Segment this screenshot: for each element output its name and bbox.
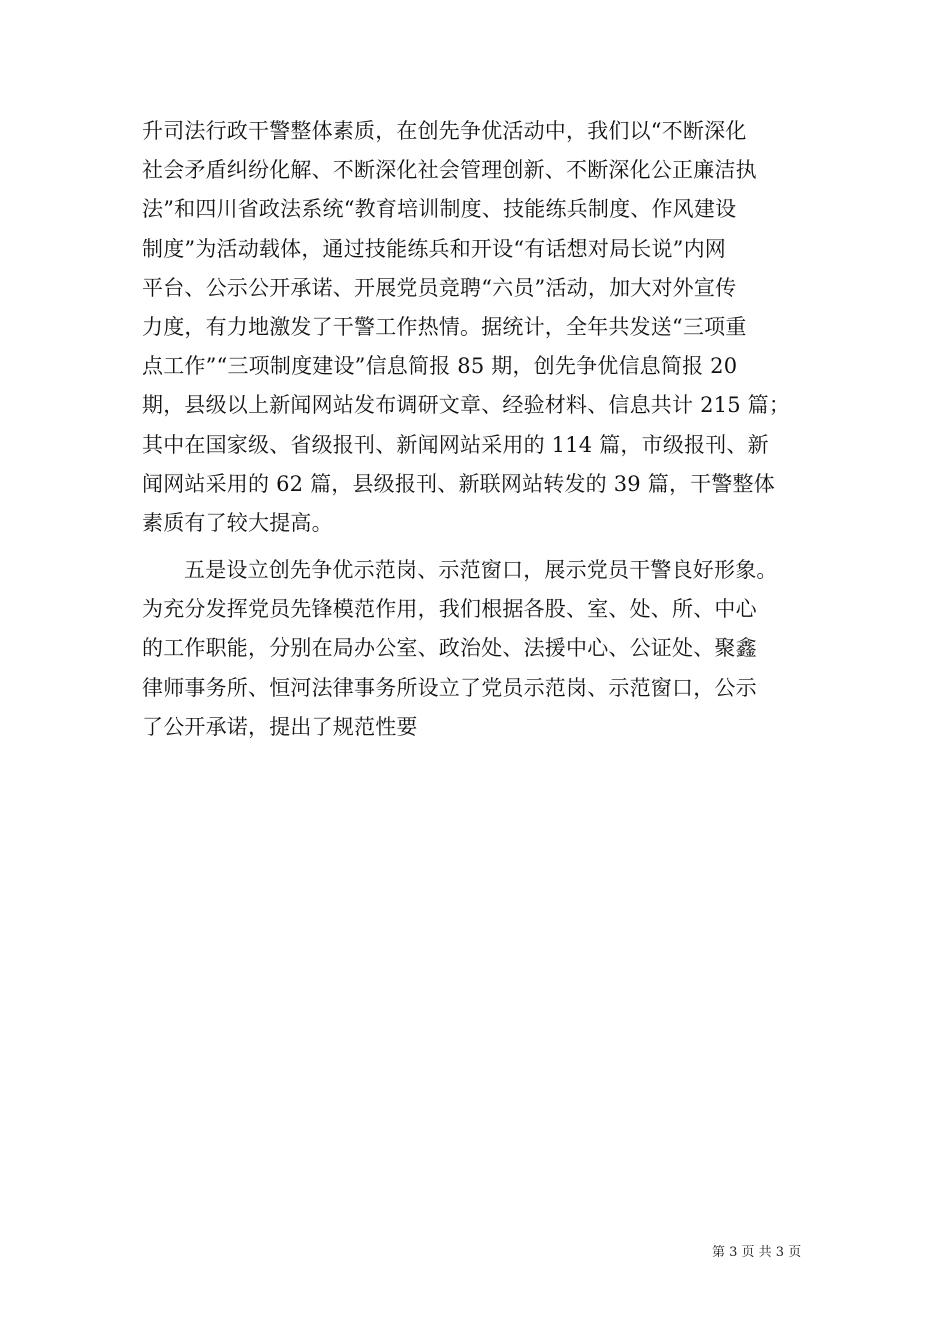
paragraph-1-line-7: 点工作”“三项制度建设”信息简报 85 期，创先争优信息简报 20	[142, 354, 738, 379]
paragraph-2-line-2: 为充分发挥党员先锋模范作用，我们根据各股、室、处、所、中心	[142, 597, 757, 622]
paragraph-2-line-4: 律师事务所、恒河法律事务所设立了党员示范岗、示范窗口，公示	[142, 675, 757, 700]
paragraph-1-line-1: 升司法行政干警整体素质，在创先争优活动中，我们以“不断深化	[142, 119, 747, 143]
paragraph-1-line-10: 闻网站采用的 62 篇，县级报刊、新联网站转发的 39 篇，干警整体	[142, 471, 775, 496]
paragraph-1-line-6: 力度，有力地激发了干警工作热情。据统计，全年共发送“三项重	[142, 314, 747, 339]
paragraph-1-line-4: 制度”为活动载体，通过技能练兵和开设“有话想对局长说”内网	[142, 236, 727, 261]
paragraph-2-line-5: 了公开承诺，提出了规范性要	[142, 714, 418, 739]
page-number-footer: 第 3 页 共 3 页	[712, 1245, 802, 1260]
paragraph-1-line-11: 素质有了较大提高。	[142, 510, 333, 535]
paragraph-1-line-9: 其中在国家级、省级报刊、新闻网站采用的 114 篇，市级报刊、新	[142, 432, 769, 457]
paragraph-1-line-2: 社会矛盾纠纷化解、不断深化社会管理创新、不断深化公正廉洁执	[142, 158, 757, 183]
paragraph-gap	[142, 543, 808, 551]
paragraph-1-line-8: 期，县级以上新闻网站发布调研文章、经验材料、信息共计 215 篇；	[142, 393, 791, 418]
paragraph-1-line-5: 平台、公示公开承诺、开展党员竞聘“六员”活动，加大对外宣传	[142, 275, 737, 300]
paragraph-1-line-3: 法”和四川省政法系统“教育培训制度、技能练兵制度、作风建设	[142, 197, 737, 222]
document-body	[142, 112, 808, 747]
paragraph-2-line-1: 五是设立创先争优示范岗、示范窗口，展示党员干警良好形象。	[184, 558, 778, 583]
paragraph-2-line-3: 的工作职能，分别在局办公室、政治处、法援中心、公证处、聚鑫	[142, 636, 757, 661]
